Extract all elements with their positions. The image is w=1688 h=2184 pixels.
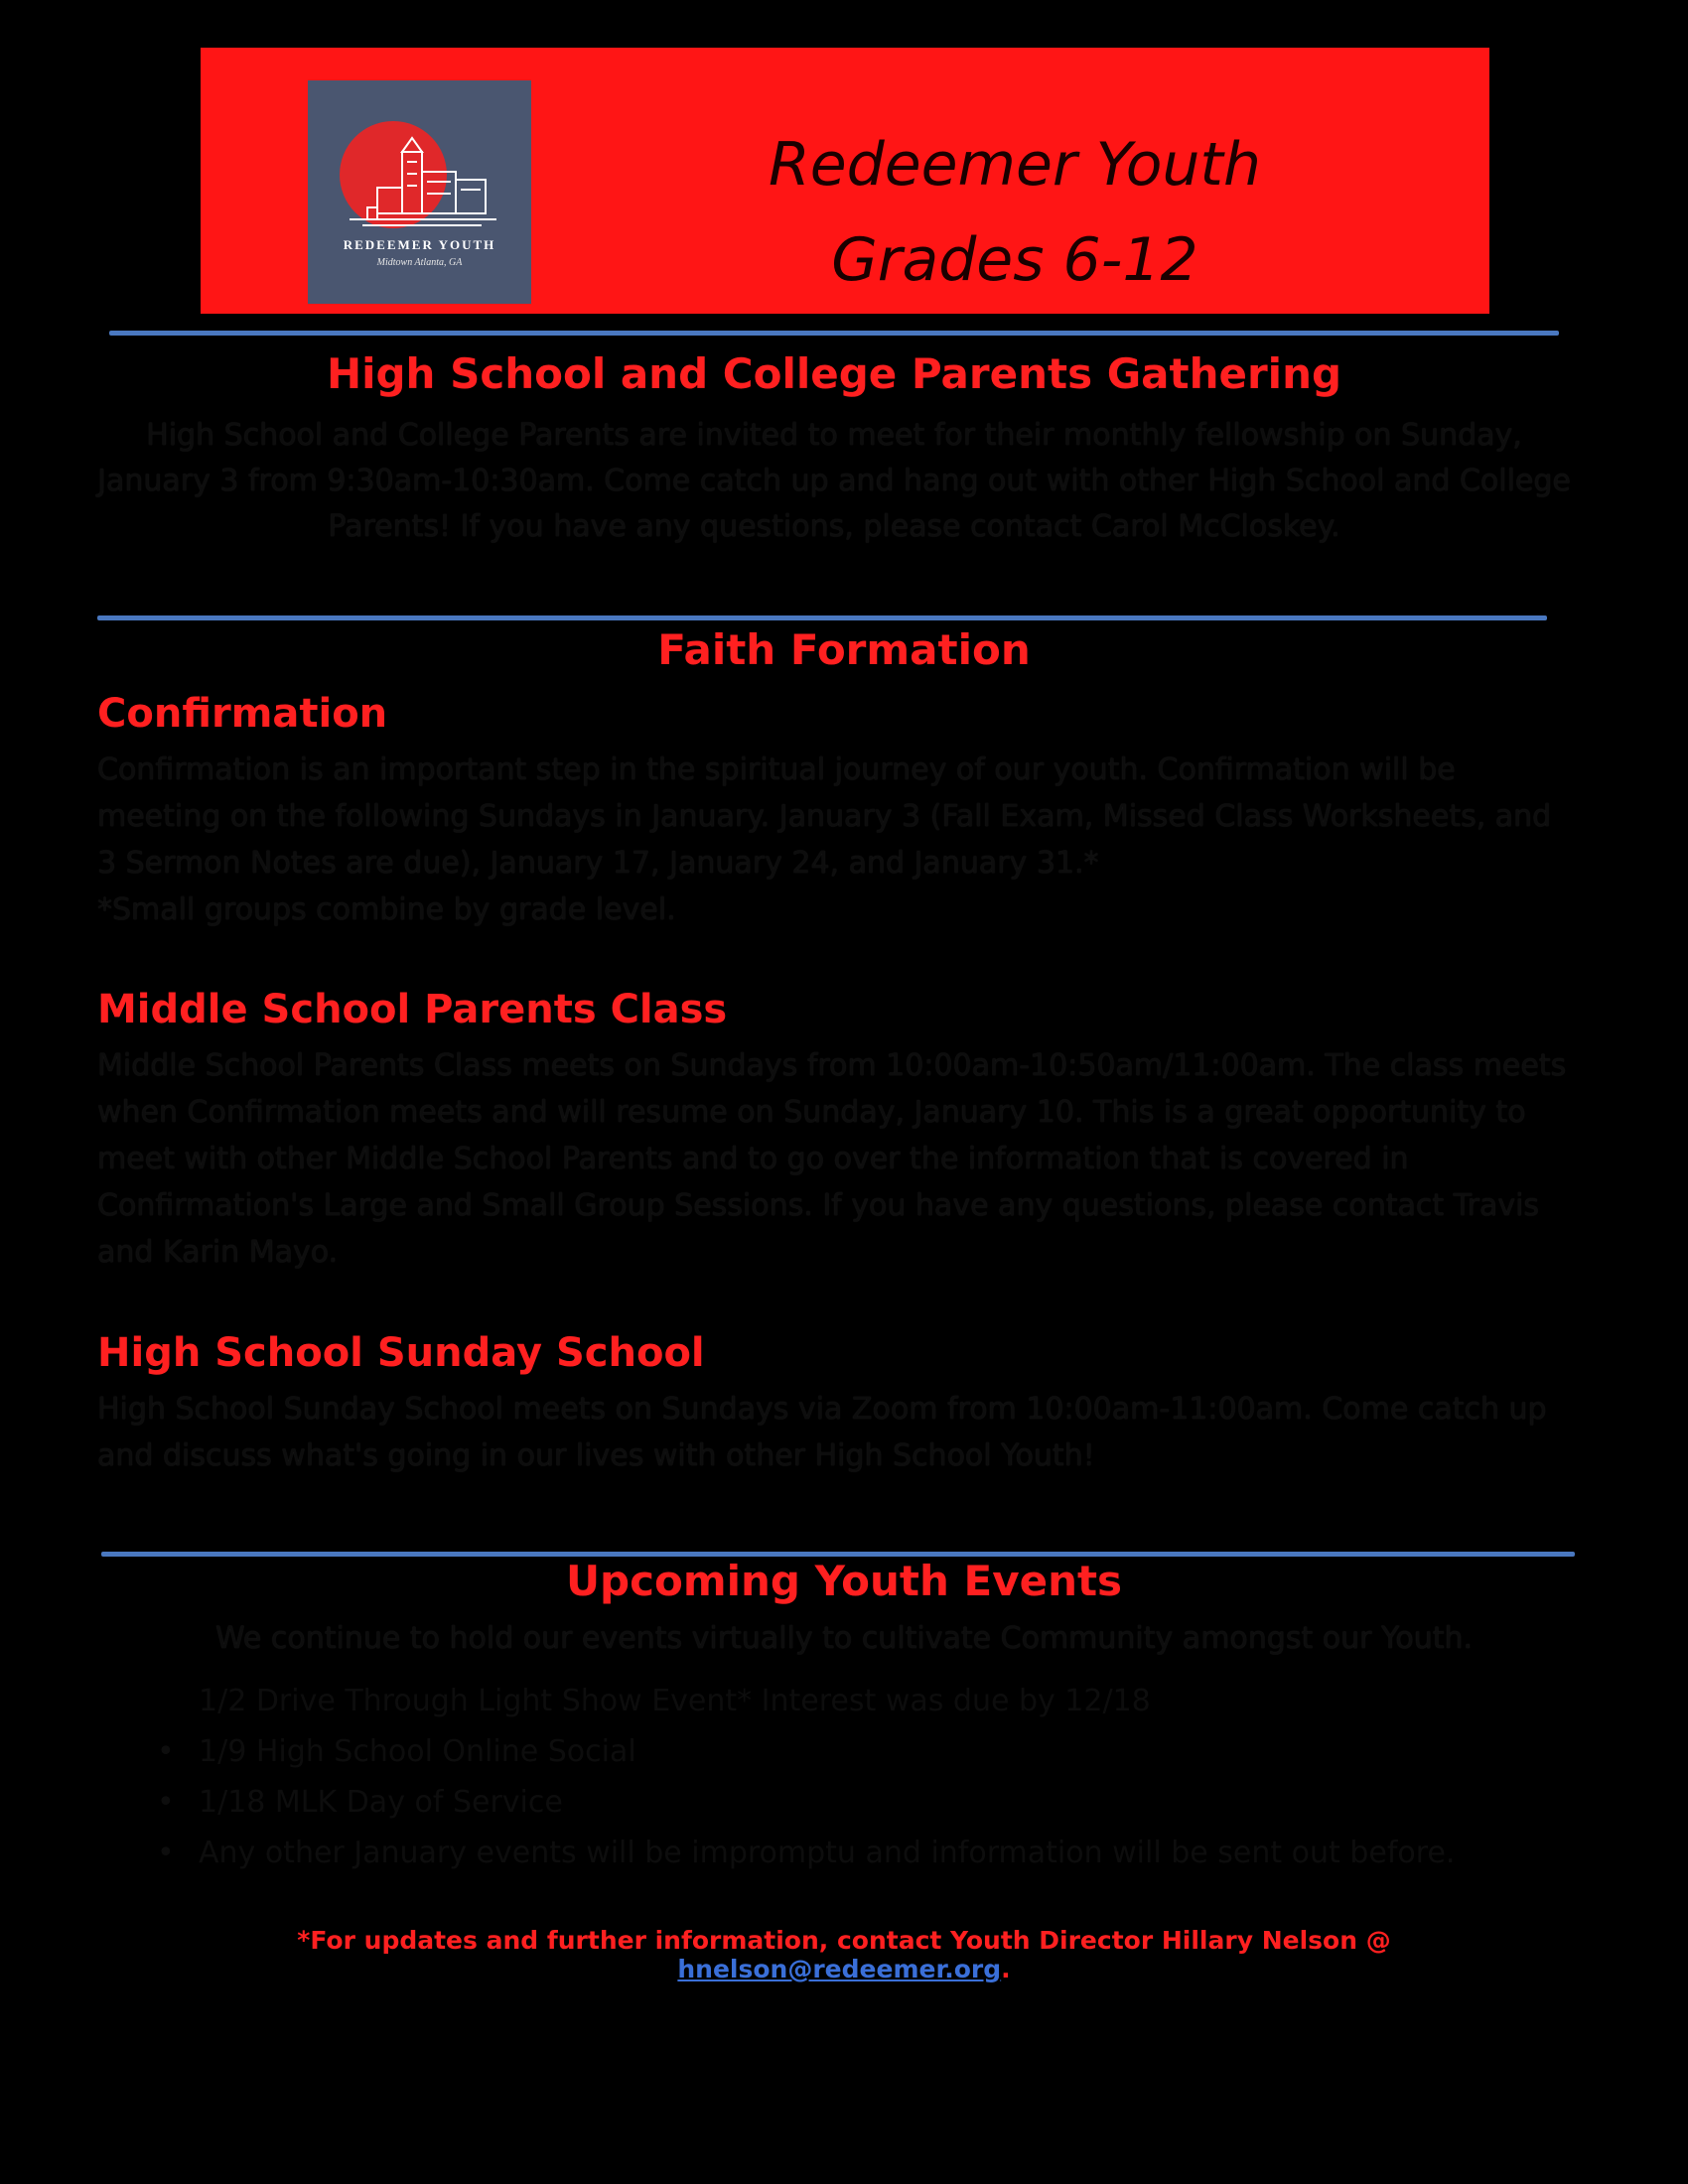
- confirmation-heading: Confirmation: [97, 691, 388, 737]
- footer-end: .: [1001, 1955, 1011, 1983]
- list-item: • Any other January events will be impromptu and information will be sent out before.: [149, 1828, 1589, 1878]
- ms-parents-text: Middle School Parents Class meets on Sundays from 10:00am-10:50am/11:00am. The class meets when Confirmation meets and will resume on Sunday, January 10. This is a great opportunity to meet with other Middle School Parents and to go over the information that is covered in Confirmation's Large and Small Group Sessions. If you have any questions, please contact Travis and Karin Mayo.: [97, 1048, 1567, 1270]
- parents-gathering-text: High School and College Parents are invited to meet for their monthly fellowship on Sunday, January 3 from 9:30am-10:30am. Come catch up and hang out with other High School and College Parents! If you have any questions, please contact Carol McCloskey.: [97, 418, 1571, 544]
- logo-name: REDEEMER YOUTH: [343, 237, 496, 252]
- logo-location: Midtown Atlanta, GA: [376, 257, 463, 268]
- hs-sunday-school-heading: High School Sunday School: [97, 1330, 705, 1376]
- faith-formation-heading: Faith Formation: [657, 625, 1031, 674]
- title-line-1: Redeemer Youth: [769, 130, 1261, 200]
- list-item: • 1/9 High School Online Social: [149, 1726, 1589, 1777]
- bullet-icon: •: [157, 1836, 175, 1870]
- hs-sunday-school-text: High School Sunday School meets on Sundays via Zoom from 10:00am-11:00am. Come catch up and discuss what's going in our lives with other High School Youth!: [97, 1392, 1547, 1473]
- church-building-icon: [308, 80, 531, 304]
- bullet-icon: •: [157, 1785, 175, 1820]
- confirmation-text: Confirmation is an important step in the spiritual journey of our youth. Confirmation will be meeting on the following Sundays in January. January 3 (Fall Exam, Missed Class Worksheets, and 3 Sermon Notes are due), January 17, January 24, and January 31.*: [97, 752, 1552, 881]
- confirmation-note: *Small groups combine by grade level.: [97, 892, 676, 927]
- title-line-2: Grades 6-12: [831, 225, 1198, 295]
- confirmation-block: [97, 747, 1577, 933]
- section-divider: [97, 615, 1547, 620]
- header-banner: [201, 48, 1489, 314]
- events-intro: We continue to hold our events virtually to cultivate Community amongst our Youth.: [214, 1621, 1474, 1656]
- footer-text: *For updates and further information, contact Youth Director Hillary Nelson @: [297, 1926, 1391, 1955]
- list-item: • 1/18 MLK Day of Service: [149, 1777, 1589, 1828]
- page-title: [737, 117, 1293, 308]
- bullet-icon: •: [157, 1734, 175, 1769]
- redeemer-youth-logo: [308, 80, 531, 304]
- footer-contact: [129, 1926, 1559, 1983]
- ms-parents-heading: Middle School Parents Class: [97, 987, 728, 1032]
- email-link[interactable]: hnelson@redeemer.org: [677, 1955, 1002, 1983]
- section-divider: [109, 331, 1559, 336]
- list-item: 1/2 Drive Through Light Show Event* Interest was due by 12/18: [199, 1684, 1151, 1718]
- parents-gathering-heading: High School and College Parents Gathering: [326, 349, 1342, 398]
- events-list: [149, 1676, 1589, 1878]
- events-heading: Upcoming Youth Events: [565, 1557, 1123, 1605]
